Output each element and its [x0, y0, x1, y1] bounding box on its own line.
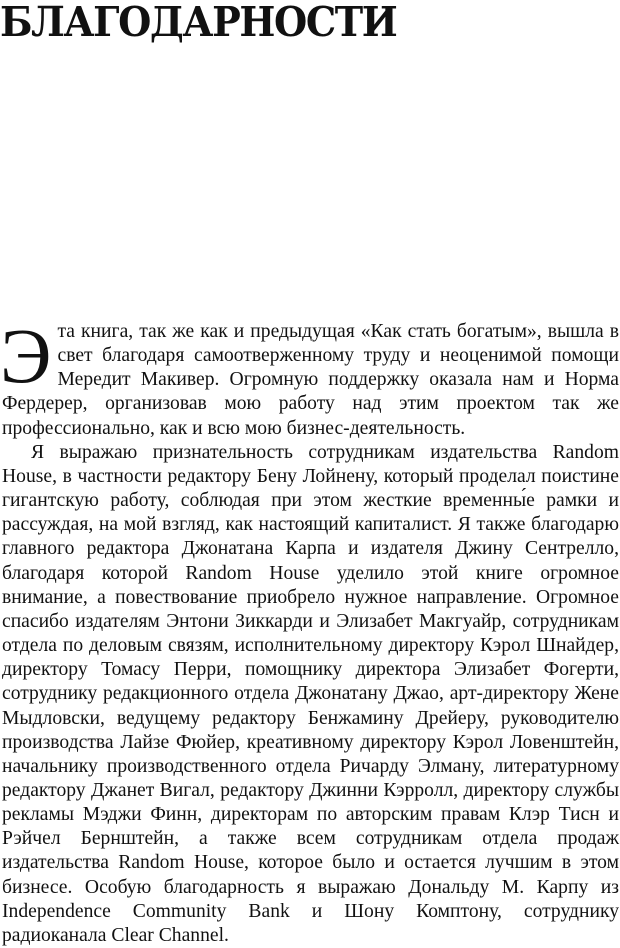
- drop-cap-letter: Э: [0, 312, 52, 399]
- paragraph-2: Я выражаю признательность сотрудникам издательства Random House, в частности редактору Бену Лойнену, который проделал поистине гигантскую работу, соблюдая при этом жесткие временны́е рамки и рассуждая, на мой взгляд, как настоящий капиталист. Я также благодарю главного редактора Джонатана Карпа и издателя Джину Сентрелло, благодаря которой Random House уделило этой книге огромное внимание, а повествование приобрело нужное направление. Огромное спасибо издателям Энтони Зиккарди и Элизабет Макгуайр, сотрудникам отдела по деловым связям, исполнительному директору Кэрол Шнайдер, директору Томасу Перри, помощнику директора Элизабет Фогерти, сотруднику редакционного отдела Джонатану Джао, арт-директору Жене Мыдловски, ведущему редактору Бенжамину Дрейеру, руководителю производства Лайзе Фюйер, креативному директору Кэрол Ловенштейн, начальнику производственного отдела Ричарду Элману, литературному редактору Джанет Вигал, редактору Джинни Кэрролл, директору службы рекламы Мэджи Финн, директорам по авторским правам Клэр Тисн и Рэйчел Бернштейн, а также всем сотрудникам отдела продаж издательства Random House, которое было и остается лучшим в этом бизнесе. Особую благодарность я выражаю Дональду М. Карпу из Independence Community Bank и Шону Комптону, сотруднику радиоканала Clear Channel.: [2, 441, 619, 946]
- paragraph-1: [0, 312, 619, 441]
- body-text: [0, 312, 619, 948]
- page-title: БЛАГОДАРНОСТИ: [0, 0, 397, 46]
- paragraph-1-text: та книга, так же как и предыдущая «Как стать богатым», вышла в свет благодаря самоотверженному труду и неоценимой помощи Мередит Макивер. Огромную поддержку оказала нам и Норма Фердерер, организовав мою работу над этим проектом так же профессионально, как и всю мою бизнес-деятельность.: [2, 321, 619, 439]
